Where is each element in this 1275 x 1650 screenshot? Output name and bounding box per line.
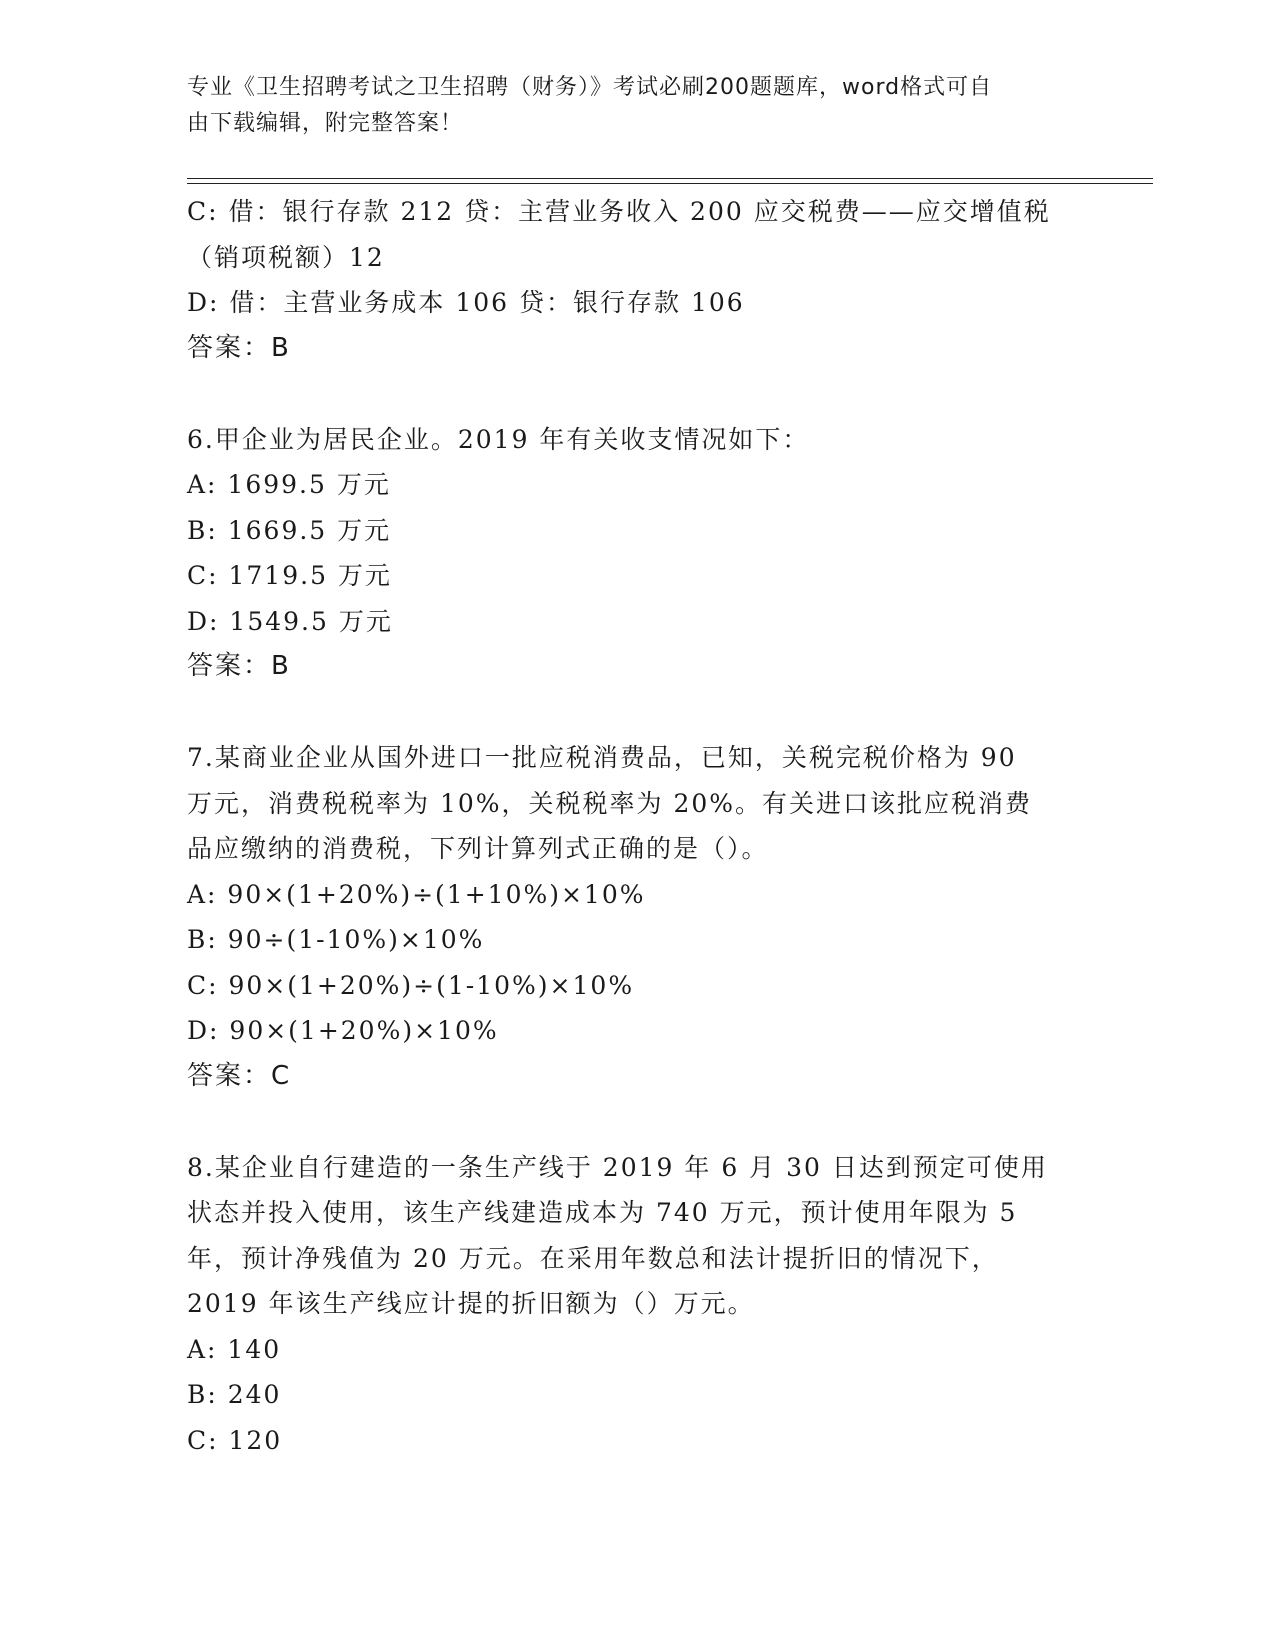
q8-stem-line-3: 年，预计净残值为 20 万元。在采用年数总和法计提折旧的情况下， (187, 1243, 999, 1273)
q8-stem-line-2: 状态并投入使用，该生产线建造成本为 740 万元，预计使用年限为 5 (187, 1198, 1018, 1227)
q7-answer: 答案：C (187, 1060, 292, 1091)
q5-option-c-line-1: C: 借：银行存款 212 贷：主营业务收入 200 应交税费——应交增值税 (187, 197, 1051, 226)
q5-option-c-line-2: （销项税额）12 (187, 242, 385, 272)
q6-answer: 答案：B (187, 651, 291, 681)
q7-option-d: D: 90×(1+20%)×10% (187, 1016, 499, 1045)
header-line-2: 由下载编辑，附完整答案！ (187, 111, 464, 136)
spacer (187, 1099, 1087, 1145)
q7-stem-line-1: 7.某商业企业从国外进口一批应税消费品，已知，关税完税价格为 90 (187, 743, 1017, 772)
q7-option-c: C: 90×(1+20%)÷(1-10%)×10% (187, 970, 635, 1000)
q5-answer: 答案：B (187, 332, 291, 363)
q7-stem-line-3: 品应缴纳的消费税，下列计算列式正确的是（）。 (187, 834, 769, 863)
q6-option-c: C: 1719.5 万元 (187, 561, 392, 590)
q8-stem-line-1: 8.某企业自行建造的一条生产线于 2019 年 6 月 30 日达到预定可使用 (187, 1152, 1048, 1182)
q6-stem: 6.甲企业为居民企业。2019 年有关收支情况如下： (187, 424, 810, 454)
header-divider-top (187, 178, 1153, 179)
q6-option-a: A: 1699.5 万元 (187, 470, 391, 499)
q7-option-b: B: 90÷(1-10%)×10% (187, 925, 485, 954)
spacer (187, 690, 1087, 736)
q7-stem-line-2: 万元，消费税税率为 10%，关税税率为 20%。有关进口该批应税消费 (187, 788, 1033, 818)
q5-option-d: D: 借：主营业务成本 106 贷：银行存款 106 (187, 288, 745, 317)
q8-option-b: B: 240 (187, 1380, 282, 1409)
document-header (187, 70, 1067, 142)
q6-option-d: D: 1549.5 万元 (187, 606, 393, 636)
question-content (187, 189, 1087, 1463)
q6-option-b: B: 1669.5 万元 (187, 515, 392, 545)
header-divider-bottom (187, 183, 1153, 184)
q8-option-a: A: 140 (187, 1334, 282, 1364)
header-line-1: 专业《卫生招聘考试之卫生招聘（财务）》考试必刷200题题库，word格式可自 (187, 75, 993, 100)
spacer (187, 371, 1087, 417)
q8-option-c: C: 120 (187, 1425, 283, 1455)
q8-stem-line-4: 2019 年该生产线应计提的折旧额为（）万元。 (187, 1289, 755, 1318)
q7-option-a: A: 90×(1+20%)÷(1+10%)×10% (187, 879, 646, 909)
